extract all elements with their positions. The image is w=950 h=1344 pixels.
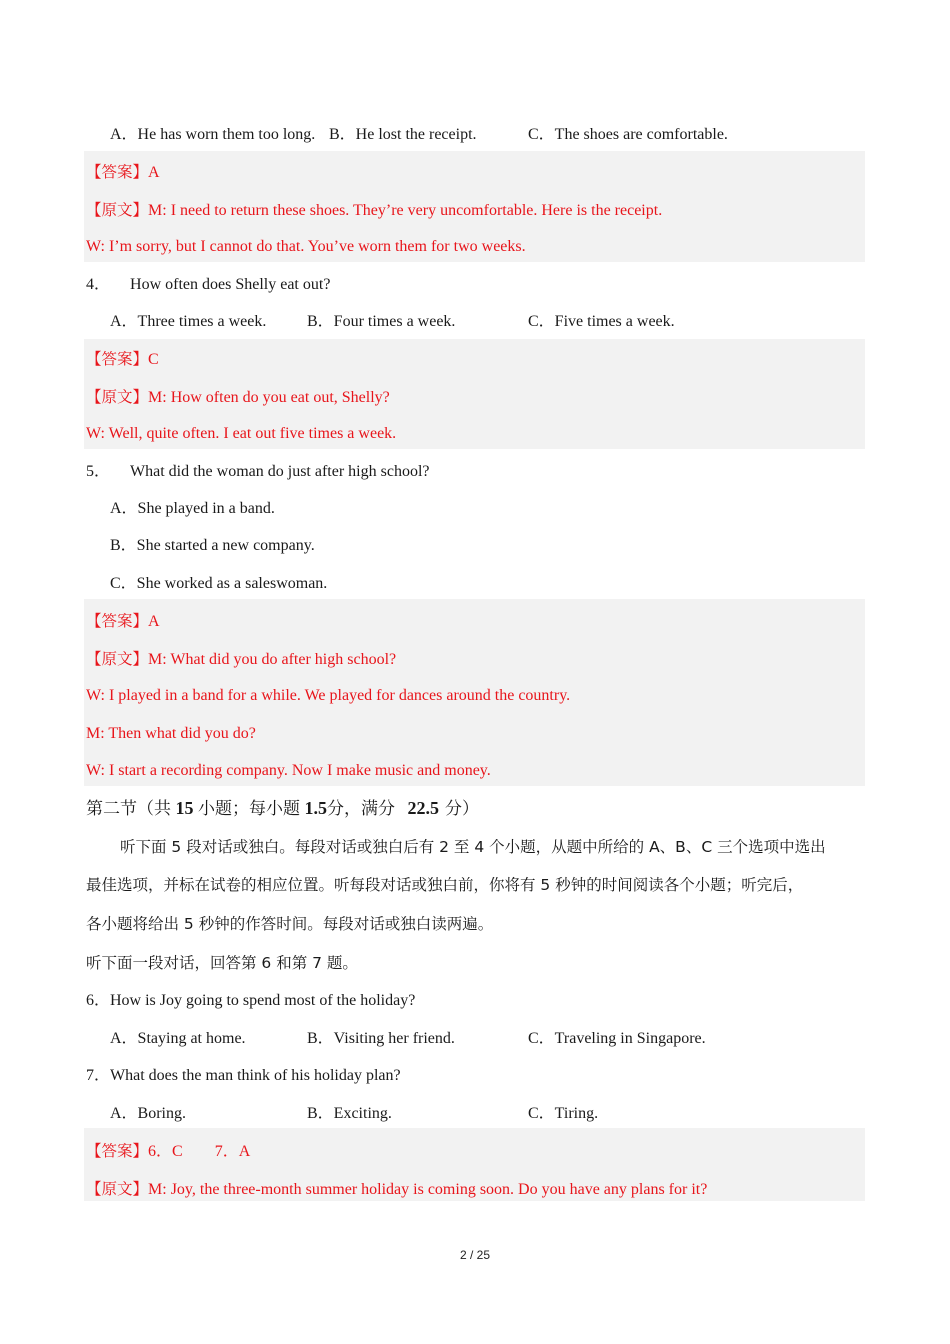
q5-answer: [86, 610, 160, 633]
q67-script-line: 【原文】M: Joy, the three-month summer holiday is coming soon. Do you have any plans for it?: [86, 1180, 708, 1198]
script-tag: 【原文】: [86, 650, 149, 668]
q4-script-line: W: Well, quite often. I eat out five times a week.: [86, 425, 397, 442]
question-number: 4．: [86, 276, 111, 293]
q3-option-b: B．He lost the receipt.: [329, 126, 477, 143]
dialogue-intro: 听下面一段对话，回答第 6 和第 7 题。: [86, 954, 358, 972]
script-tag: 【原文】: [86, 388, 149, 406]
answer-value: A: [148, 613, 160, 630]
q7-option-a: A．Boring.: [110, 1105, 187, 1122]
answer-tag: 【答案】: [86, 612, 149, 630]
q6-option-c: C．Traveling in Singapore.: [528, 1030, 706, 1047]
q4-answer: [86, 348, 159, 371]
answer-value: C: [148, 351, 159, 368]
section-heading: 第二节（共 15 小题；每小题 1.5分，满分 22.5 分）: [86, 798, 479, 819]
q3-option-a: A．He has worn them too long.: [110, 126, 316, 143]
q5-option-a: A．She played in a band.: [110, 500, 275, 517]
script-tag: 【原文】: [86, 201, 149, 219]
question-text: How often does Shelly eat out?: [130, 276, 331, 293]
question-text: What did the woman do just after high school?: [130, 463, 430, 480]
q3-answer: [86, 161, 160, 184]
q5-script-line: W: I played in a band for a while. We played for dances around the country.: [86, 687, 571, 704]
instruction-line: 各小题将给出 5 秒钟的作答时间。每段对话或独白读两遍。: [86, 915, 494, 933]
score-each: 1.5: [304, 798, 327, 818]
q4-option-c: C．Five times a week.: [528, 313, 675, 330]
q4-script-line: 【原文】M: How often do you eat out, Shelly?: [86, 388, 390, 406]
q6-option-b: B．Visiting her friend.: [307, 1030, 455, 1047]
q5-script-line: M: Then what did you do?: [86, 725, 256, 742]
q67-answer: [86, 1140, 250, 1163]
score-total: 22.5: [407, 798, 439, 818]
q5-question: [86, 461, 430, 483]
q7-option-c: C．Tiring.: [528, 1105, 599, 1122]
q3-script-line: 【原文】M: I need to return these shoes. They’re very uncomfortable. Here is the receipt.: [86, 201, 663, 219]
answer-tag: 【答案】: [86, 350, 149, 368]
q5-script-line: W: I start a recording company. Now I make music and money.: [86, 762, 491, 779]
q4-option-a: A．Three times a week.: [110, 313, 267, 330]
q7-option-b: B．Exciting.: [307, 1105, 392, 1122]
instruction-line: 最佳选项，并标在试卷的相应位置。听每段对话或独白前，你将有 5 秒钟的时间阅读各个小题；听完后，: [86, 876, 804, 894]
q5-option-c: C．She worked as a saleswoman.: [110, 575, 328, 592]
q3-option-c: C．The shoes are comfortable.: [528, 126, 728, 143]
answer-tag: 【答案】: [86, 1142, 149, 1160]
q7-question: 7．What does the man think of his holiday plan?: [86, 1067, 401, 1084]
answer-tag: 【答案】: [86, 163, 149, 181]
q4-question: [86, 274, 330, 296]
q3-script-line: W: I’m sorry, but I cannot do that. You’ve worn them for two weeks.: [86, 238, 526, 255]
page-number: 2 / 25: [459, 1248, 491, 1262]
question-count: 15: [175, 798, 194, 818]
instruction-line: 听下面 5 段对话或独白。每段对话或独白后有 2 至 4 个小题，从题中所给的 A、B、C 三个选项中选出: [120, 838, 826, 856]
q6-option-a: A．Staying at home.: [110, 1030, 246, 1047]
script-tag: 【原文】: [86, 1180, 149, 1198]
q4-option-b: B．Four times a week.: [307, 313, 456, 330]
q5-script-line: 【原文】M: What did you do after high school?: [86, 650, 397, 668]
answer-value: A: [148, 164, 160, 181]
q6-question: 6．How is Joy going to spend most of the holiday?: [86, 992, 416, 1009]
question-number: 5．: [86, 463, 111, 480]
q5-option-b: B．She started a new company.: [110, 537, 315, 554]
answer-value: 6．C 7．A: [148, 1143, 251, 1160]
